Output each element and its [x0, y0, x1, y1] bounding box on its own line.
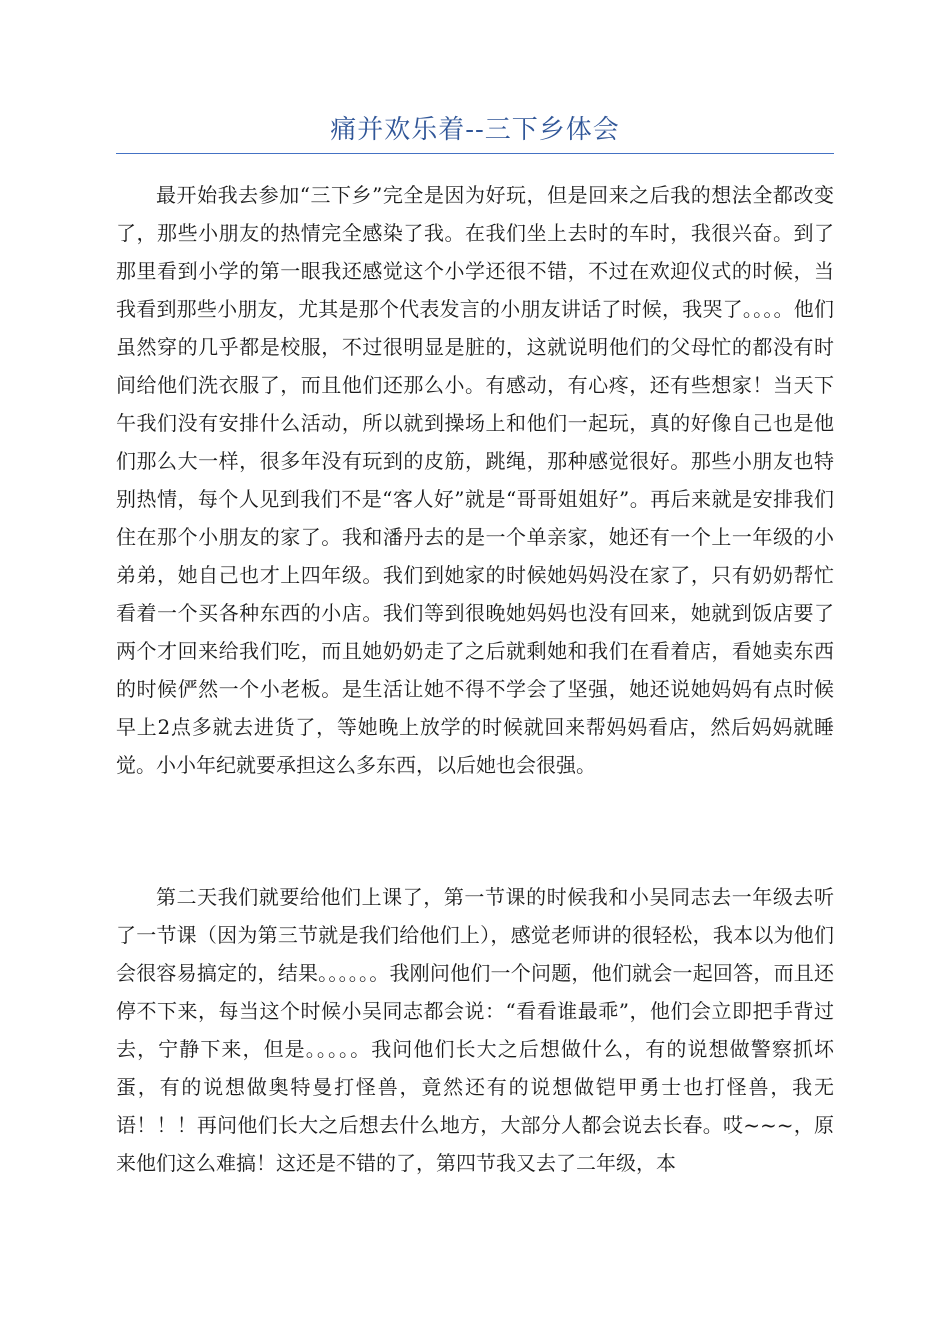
title-underline [116, 153, 834, 154]
paragraph-2: 第二天我们就要给他们上课了，第一节课的时候我和小吴同志去一年级去听了一节课（因为第三节就是我们给他们上），感觉老师讲的很轻松，我本以为他们会很容易搞定的，结果。。。。。。我刚问他们一个问题，他们就会一起回答，而且还停不下来，每当这个时候小吴同志都会说：“看看谁最乖”，他们会立即把手背过去，宁静下来，但是。。。。。我问他们长大之后想做什么，有的说想做警察抓坏蛋，有的说想做奥特曼打怪兽，竟然还有的说想做铠甲勇士也打怪兽，我无语！！！再问他们长大之后想去什么地方，大部分人都会说去长春。哎~~~，原来他们这么难搞！这还是不错的了，第四节我又去了二年级，本 [116, 885, 834, 1175]
document-title: 痛并欢乐着--三下乡体会 [330, 115, 620, 145]
paragraph-1: 最开始我去参加“三下乡”完全是因为好玩，但是回来之后我的想法全都改变了，那些小朋友的热情完全感染了我。在我们坐上去时的车时，我很兴奋。到了那里看到小学的第一眼我还感觉这个小学还很不错，不过在欢迎仪式的时候，当我看到那些小朋友，尤其是那个代表发言的小朋友讲话了时候，我哭了。。。。他们虽然穿的几乎都是校服，不过很明显是脏的，这就说明他们的父母忙的都没有时间给他们洗衣服了，而且他们还那么小。有感动，有心疼，还有些想家！当天下午我们没有安排什么活动，所以就到操场上和他们一起玩，真的好像自己也是他们那么大一样，很多年没有玩到的皮筋，跳绳，那种感觉很好。那些小朋友也特别热情，每个人见到我们不是“客人好”就是“哥哥姐姐好”。再后来就是安排我们住在那个小朋友的家了。我和潘丹去的是一个单亲家，她还有一个上一年级的小弟弟，她自己也才上四年级。我们到她家的时候她妈妈没在家了，只有奶奶帮忙看着一个买各种东西的小店。我们等到很晚她妈妈也没有回来，她就到饭店要了两个才回来给我们吃，而且她奶奶走了之后就剩她和我们在看着店，看她卖东西的时候俨然一个小老板。是生活让她不得不学会了坚强，她还说她妈妈有点时候早上2点多就去进货了，等她晚上放学的时候就回来帮妈妈看店，然后妈妈就睡觉。小小年纪就要承担这么多东西，以后她也会很强。 [116, 183, 834, 777]
